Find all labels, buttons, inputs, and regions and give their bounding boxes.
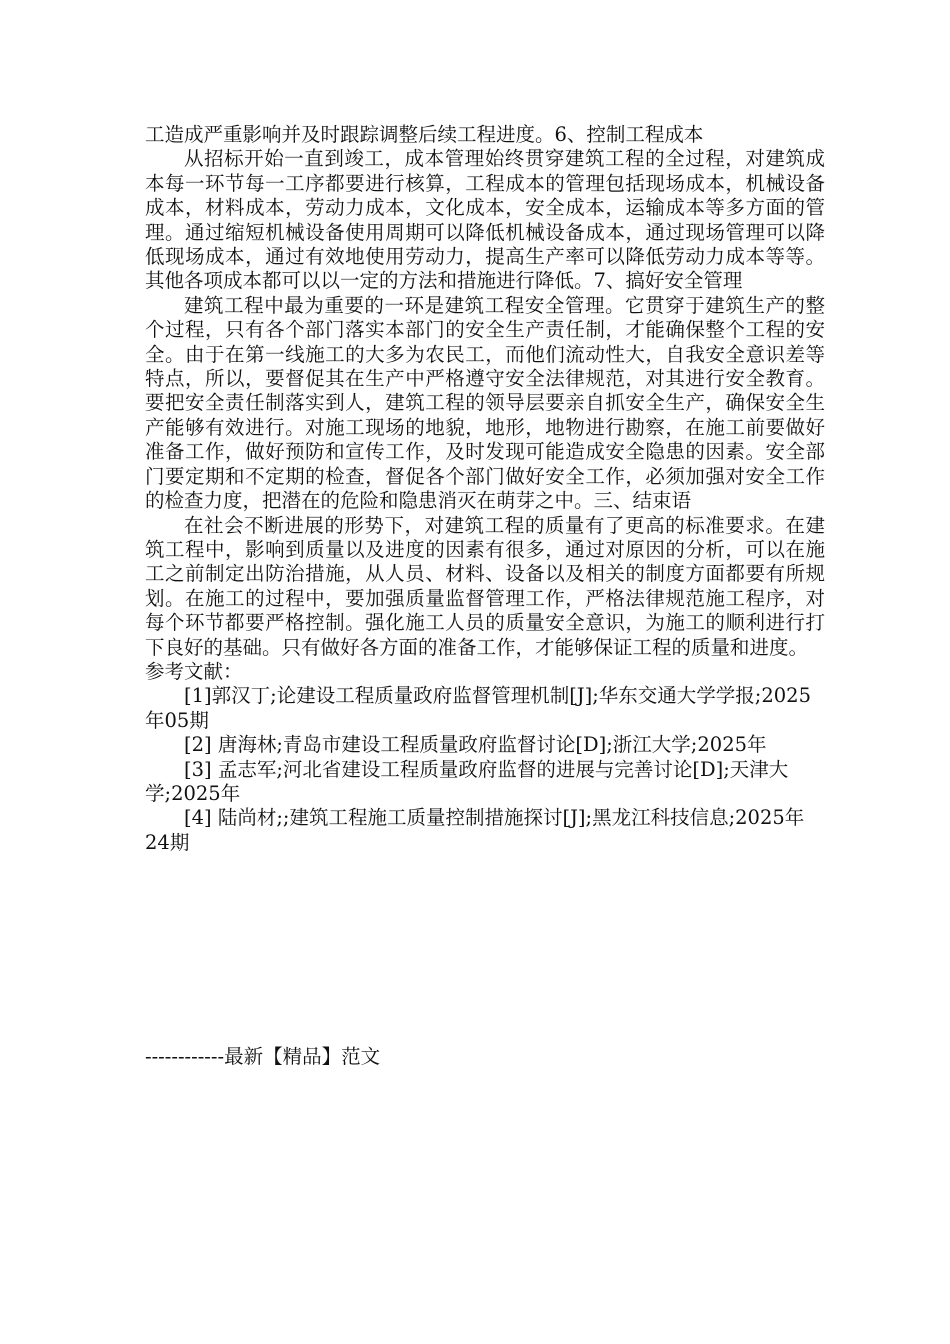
references-heading: 参考文献：	[145, 659, 243, 683]
reference-item-2: [2] 唐海林;青岛市建设工程质量政府监督讨论[D];浙江大学;2025年	[184, 733, 767, 757]
document-body	[145, 123, 825, 855]
paragraph-continuation: 工造成严重影响并及时跟踪调整后续工程进度。6、控制工程成本	[145, 123, 704, 146]
reference-item-1: [1]郭汉丁;论建设工程质量政府监督管理机制[J];华东交通大学学报;2025年05期	[145, 684, 811, 732]
reference-item-4: [4] 陆尚材;;建筑工程施工质量控制措施探讨[J];黑龙江科技信息;2025年24期	[145, 806, 805, 854]
paragraph-safety-management: 建筑工程中最为重要的一环是建筑工程安全管理。它贯穿于建筑生产的整个过程，只有各个部门落实本部门的安全生产责任制，才能确保整个工程的安全。由于在第一线施工的大多为农民工，而他们流动性大，自我安全意识差等特点，所以，要督促其在生产中严格遵守安全法律规范，对其进行安全教育。要把安全责任制落实到人，建筑工程的领导层要亲自抓安全生产，确保安全生产能够有效进行。对施工现场的地貌，地形，地物进行勘察，在施工前要做好准备工作，做好预防和宣传工作，及时发现可能造成安全隐患的因素。安全部门要定期和不定期的检查，督促各个部门做好安全工作，必须加强对安全工作的检查力度，把潜在的危险和隐患消灭在萌芽之中。三、结束语	[145, 293, 825, 513]
paragraph-cost-control: 从招标开始一直到竣工，成本管理始终贯穿建筑工程的全过程，对建筑成本每一环节每一工序都要进行核算，工程成本的管理包括现场成本，机械设备成本，材料成本，劳动力成本，文化成本，安全成本，运输成本等多方面的管理。通过缩短机械设备使用周期可以降低机械设备成本，通过现场管理可以降低现场成本，通过有效地使用劳动力，提高生产率可以降低劳动力成本等等。其他各项成本都可以以一定的方法和措施进行降低。7、搞好安全管理	[145, 147, 825, 293]
paragraph-conclusion: 在社会不断进展的形势下，对建筑工程的质量有了更高的标准要求。在建筑工程中，影响到质量以及进度的因素有很多，通过对原因的分析，可以在施工之前制定出防治措施，从人员、材料、设备以及相关的制度方面都要有所规划。在施工的过程中，要加强质量监督管理工作，严格法律规范施工程序，对每个环节都要严格控制。强化施工人员的质量安全意识，为施工的顺利进行打下良好的基础。只有做好各方面的准备工作，才能够保证工程的质量和进度。	[145, 513, 825, 659]
footer-label: ------------最新【精品】范文	[145, 1045, 381, 1068]
reference-item-3: [3] 孟志军;河北省建设工程质量政府监督的进展与完善讨论[D];天津大学;2025年	[145, 757, 789, 805]
